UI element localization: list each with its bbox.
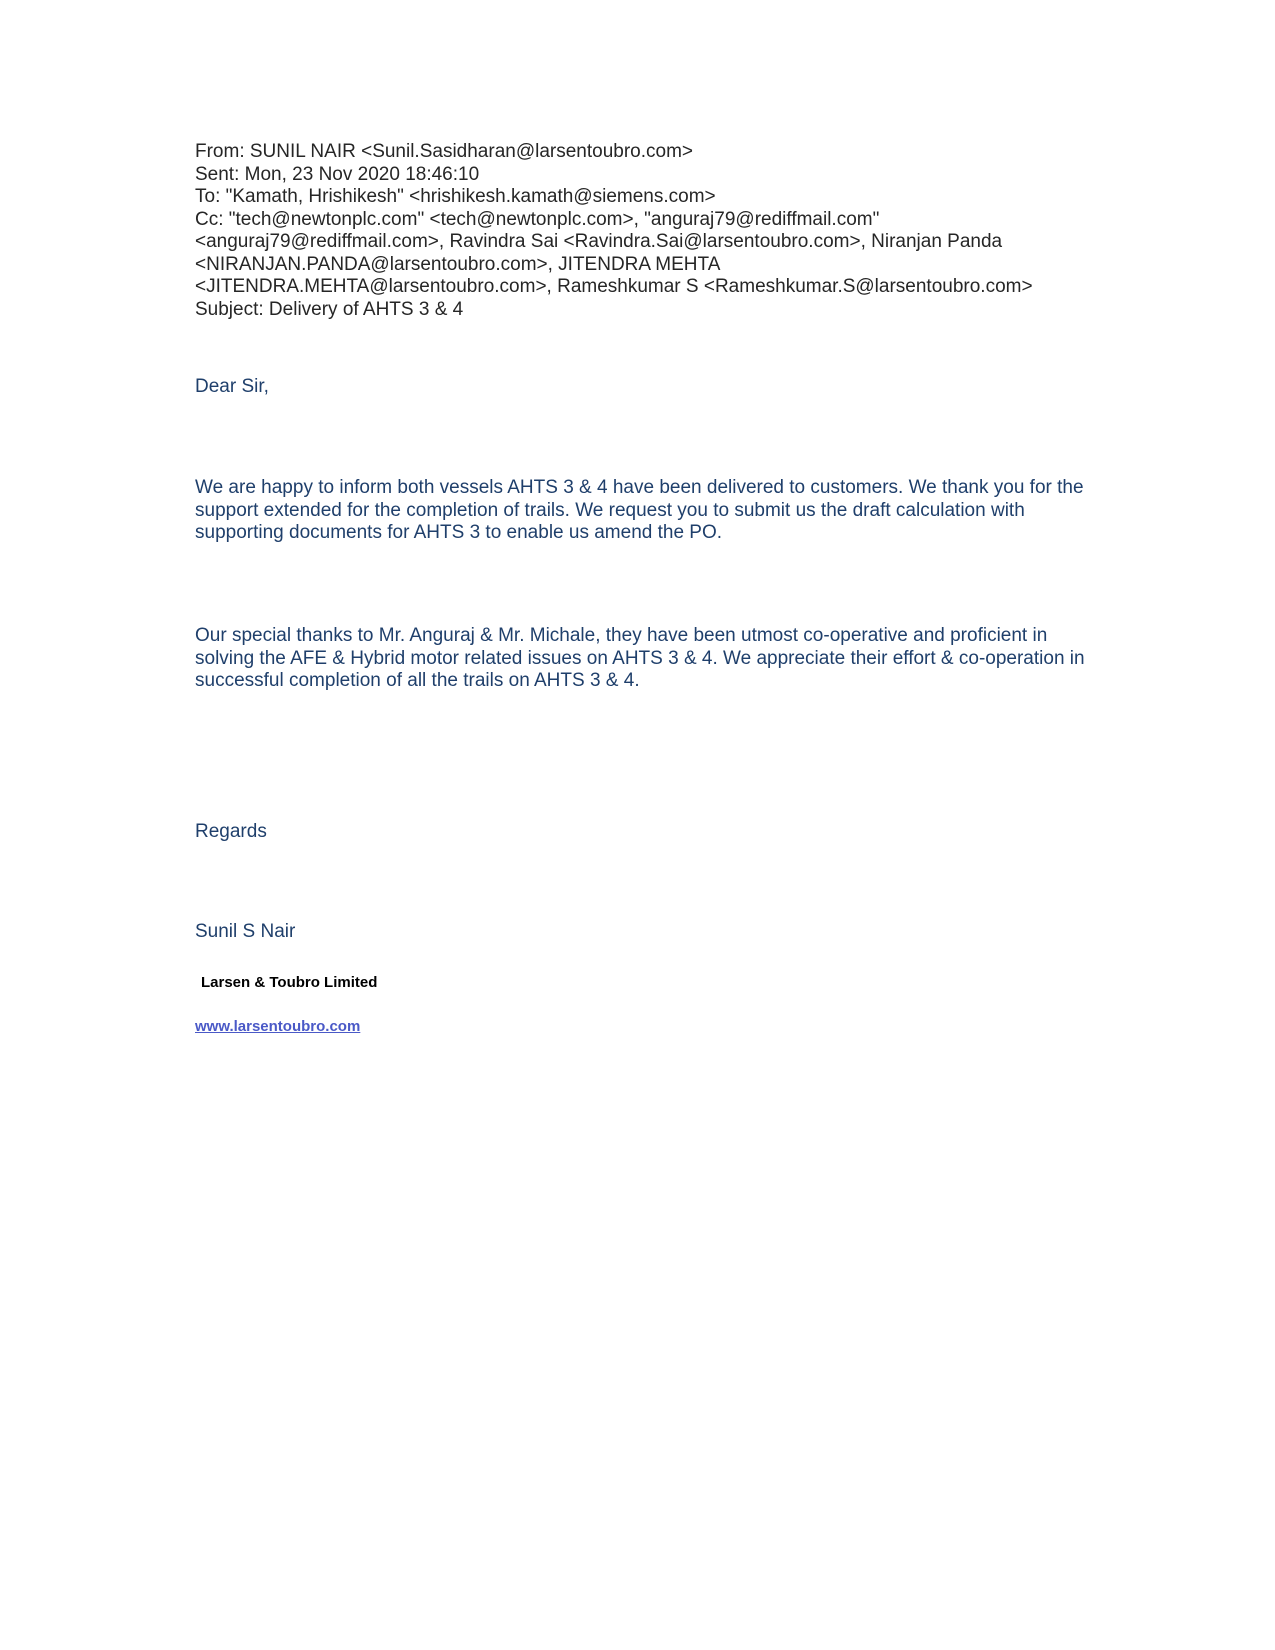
sent-line: Sent: Mon, 23 Nov 2020 18:46:10 <box>195 163 480 185</box>
signer-name: Sunil S Nair <box>195 921 296 942</box>
from-line: From: SUNIL NAIR <Sunil.Sasidharan@larsentoubro.com> <box>195 141 694 162</box>
company-name: Larsen & Toubro Limited <box>201 974 378 991</box>
body-paragraph-2: Our special thanks to Mr. Anguraj & Mr. Michale, they have been utmost co-operative and proficient in solving the AFE & Hybrid motor related issues on AHTS 3 & 4. We appreciate their effort & co-operation in successful completion of all the trails on AHTS 3 & 4. <box>195 625 1085 691</box>
cc-line-1: Cc: "tech@newtonplc.com" <tech@newtonplc.com>, "anguraj79@rediffmail.com" <box>195 208 880 230</box>
cc-line-2: <anguraj79@rediffmail.com>, Ravindra Sai <Ravindra.Sai@larsentoubro.com>, Niranjan Panda <box>195 231 1003 252</box>
body-paragraph-1: We are happy to inform both vessels AHTS 3 & 4 have been delivered to customers. We thank you for the support extended for the completion of trails. We request you to submit us the draft calculation with supporting documents for AHTS 3 to enable us amend the PO. <box>195 477 1084 543</box>
cc-line-3: <NIRANJAN.PANDA@larsentoubro.com>, JITENDRA MEHTA <box>195 253 721 275</box>
subject-line: Subject: Delivery of AHTS 3 & 4 <box>195 298 464 320</box>
email-header <box>195 141 1085 321</box>
to-line: To: "Kamath, Hrishikesh" <hrishikesh.kamath@siemens.com> <box>195 186 716 207</box>
website-link[interactable]: www.larsentoubro.com <box>195 1018 361 1035</box>
closing: Regards <box>195 821 267 842</box>
cc-line-4: <JITENDRA.MEHTA@larsentoubro.com>, Rameshkumar S <Rameshkumar.S@larsentoubro.com> <box>195 276 1033 297</box>
greeting: Dear Sir, <box>195 376 269 397</box>
